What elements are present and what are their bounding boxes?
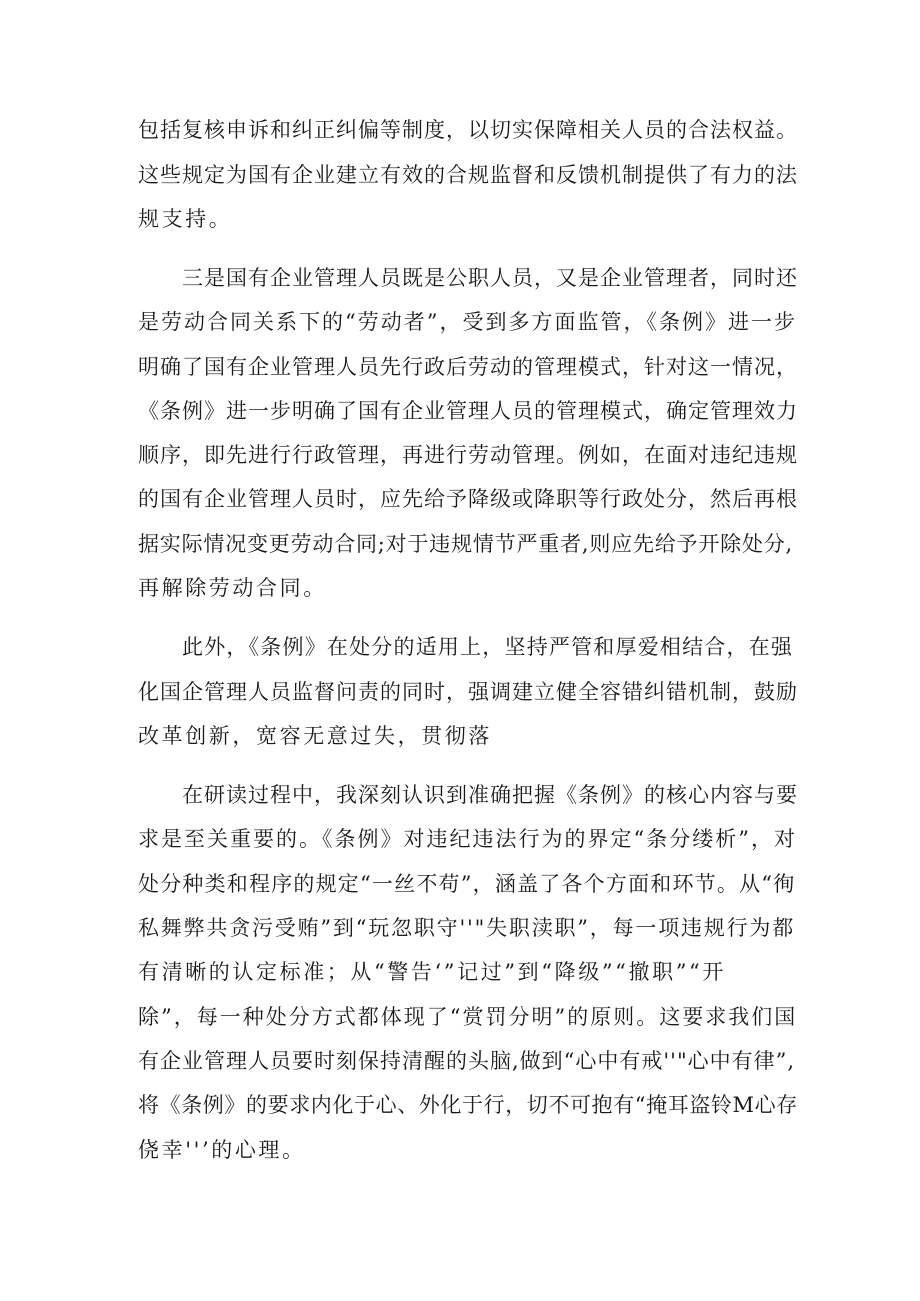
paragraph-1-line-1: 包括复核申诉和纠正纠偏等制度，以切实保障相关人员的合法权益。 (138, 118, 798, 142)
paragraph-4-line-6: 除”，每一种处分方式都体现了“赏罚分明”的原则。这要求我们国 (138, 1005, 798, 1029)
paragraph-2-line-6: 的国有企业管理人员时，应先给予降级或降职等行政处分，然后再根 (138, 487, 798, 511)
paragraph-1-line-2: 这些规定为国有企业建立有效的合规监督和反馈机制提供了有力的法 (138, 163, 798, 187)
paragraph-4-line-4: 私舞弊共贪污受贿”到“玩忽职守''"失职渎职”，每一项违规行为都 (138, 916, 796, 940)
paragraph-2-line-3: 明确了国有企业管理人员先行政后劳动的管理模式，针对这一情况， (138, 355, 798, 379)
paragraph-1-line-3: 规支持。 (138, 207, 233, 231)
paragraph-4-line-7: 有企业管理人员要时刻保持清醒的头脑,做到“心中有戒''"心中有律”, (138, 1049, 796, 1073)
paragraph-4-line-3: 处分种类和程序的规定“一丝不苟”，涵盖了各个方面和环节。从“徇 (138, 872, 796, 896)
paragraph-4-line-2: 求是至关重要的。《条例》对违纪违法行为的界定“条分缕析”，对 (138, 827, 797, 851)
paragraph-4-line-9: 侥幸''’的心理。 (138, 1138, 306, 1162)
paragraph-4-line-8: 将《条例》的要求内化于心、外化于行，切不可抱有“掩耳盗铃M心存 (138, 1093, 798, 1117)
paragraph-2-line-1: 三是国有企业管理人员既是公职人员，又是企业管理者，同时还 (182, 266, 798, 290)
paragraph-2-line-5: 顺序，即先进行行政管理，再进行劳动管理。例如，在面对违纪违规 (138, 443, 798, 467)
paragraph-2-line-4: 《条例》进一步明确了国有企业管理人员的管理模式，确定管理效力 (138, 399, 798, 423)
paragraph-3-line-1: 此外，《条例》在处分的适用上，坚持严管和厚爱相结合，在强 (182, 635, 794, 659)
paragraph-4-line-5: 有清晰的认定标准；从“警告‘”记过”到“降级”“撤职”“开 (138, 960, 726, 984)
paragraph-2-line-2: 是劳动合同关系下的“劳动者”，受到多方面监管，《条例》进一步 (138, 310, 797, 334)
paragraph-3-line-3: 改革创新，宽容无意过失，贯彻落 (138, 724, 492, 748)
paragraph-2-line-7: 据实际情况变更劳动合同;对于违规情节严重者,则应先给予开除处分, (138, 532, 794, 556)
paragraph-3-line-2: 化国企管理人员监督问责的同时，强调建立健全容错纠错机制，鼓励 (138, 680, 798, 704)
paragraph-2-line-8: 再解除劳动合同。 (138, 576, 327, 600)
paragraph-4-line-1: 在研读过程中，我深刻认识到准确把握《条例》的核心内容与要 (182, 783, 798, 807)
